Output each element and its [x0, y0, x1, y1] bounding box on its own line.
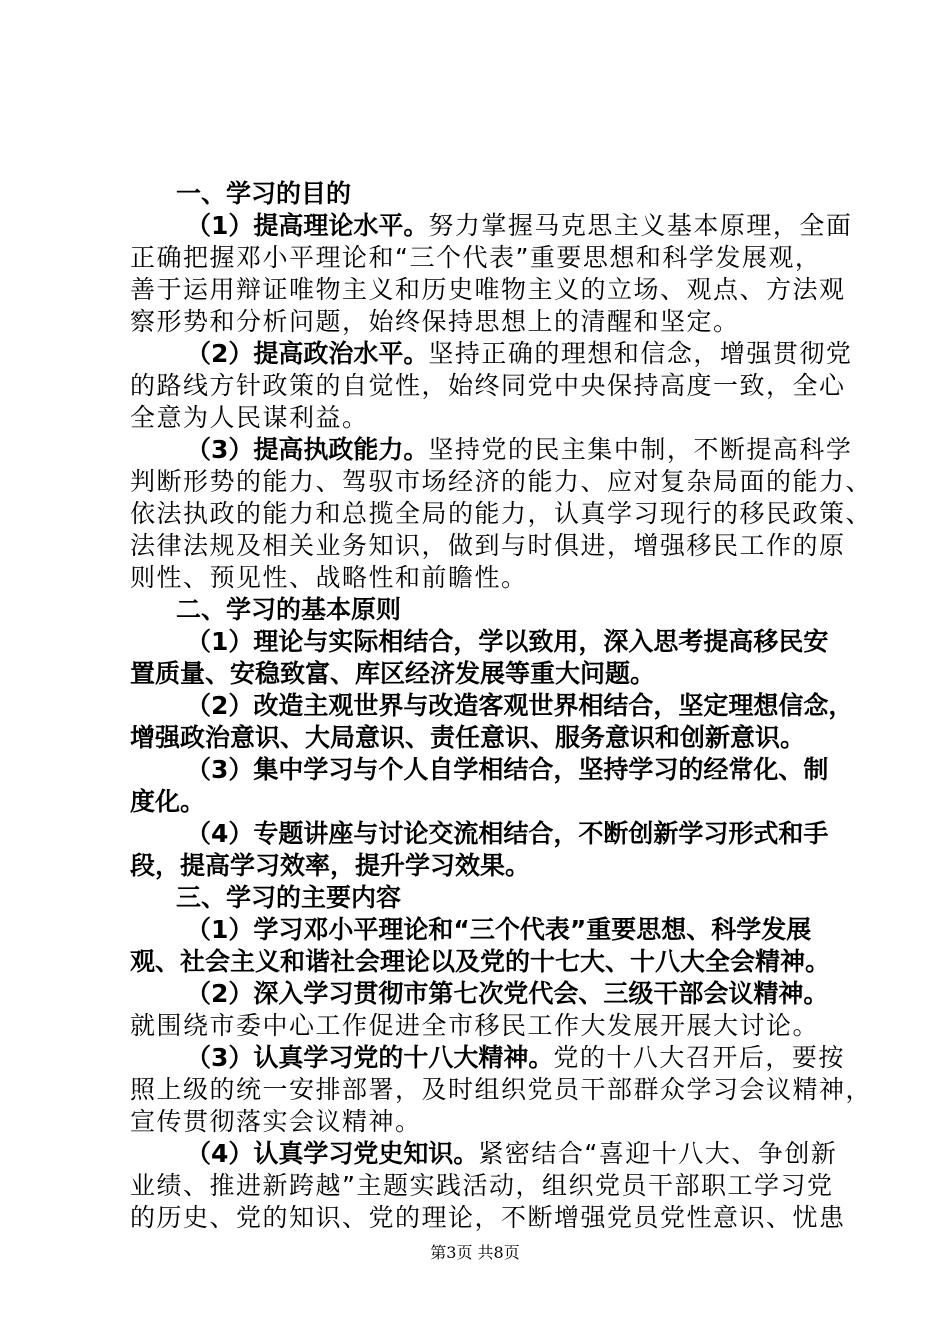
bold-text: 二、学习的基本原则 — [176, 595, 402, 624]
regular-text: 业绩、推进新跨越”主题实践活动，组织党员干部职工学习党 — [130, 1171, 834, 1200]
regular-text: 察形势和分析问题，始终保持思想上的清醒和坚定。 — [130, 307, 740, 336]
text-line — [186, 690, 853, 722]
regular-text: 坚持党的民主集中制，不断提高科学 — [428, 435, 853, 464]
regular-text: 的路线方针政策的自觉性，始终同党中央保持高度一致，全心 — [130, 371, 846, 400]
text-line — [130, 370, 846, 402]
text-line — [130, 1074, 872, 1106]
regular-text: 宣传贯彻落实会议精神。 — [130, 1107, 422, 1136]
bold-text: （1）学习邓小平理论和“三个代表”重要思想、科学发展 — [186, 915, 812, 944]
text-line — [186, 914, 811, 946]
page-footer: 第3页 共8页 — [430, 1243, 520, 1262]
text-line — [130, 722, 805, 754]
text-line — [176, 882, 401, 914]
text-line — [186, 626, 828, 658]
text-line — [130, 1170, 833, 1202]
text-line — [176, 594, 401, 626]
text-line — [130, 498, 872, 530]
bold-text: （2）深入学习贯彻市第七次党代会、三级干部会议精神。 — [186, 979, 829, 1008]
regular-text: 善于运用辩证唯物主义和历史唯物主义的立场、观点、方法观 — [130, 275, 846, 304]
text-line — [186, 1138, 837, 1170]
regular-text: 就围绕市委中心工作促进全市移民工作大发展开展大讨论。 — [130, 1011, 820, 1040]
bold-text: 度化。 — [130, 787, 206, 816]
text-line — [176, 178, 351, 210]
text-line — [130, 274, 846, 306]
text-line — [130, 306, 740, 338]
text-line — [186, 210, 852, 242]
bold-text: （1）理论与实际相结合，学以致用，深入思考提高移民安 — [186, 627, 829, 656]
bold-text: 观、社会主义和谐社会理论以及党的十七大、十八大全会精神。 — [130, 947, 831, 976]
text-line — [130, 242, 821, 274]
bold-text: （4）专题讲座与讨论交流相结合，不断创新学习形式和手 — [186, 819, 829, 848]
regular-text: 则性、预见性、战略性和前瞻性。 — [130, 563, 528, 592]
text-line — [130, 530, 846, 562]
text-line — [186, 338, 852, 370]
bold-text: （1）提高理论水平。 — [186, 211, 429, 240]
regular-text: 照上级的统一安排部署，及时组织党员干部群众学习会议精神， — [130, 1075, 873, 1104]
bold-text: （3）提高执政能力。 — [186, 435, 429, 464]
bold-text: （3）认真学习党的十八大精神。 — [186, 1043, 554, 1072]
text-line — [186, 818, 828, 850]
regular-text: 判断形势的能力、驾驭市场经济的能力、应对复杂局面的能力、 — [130, 467, 873, 496]
text-line — [130, 1202, 846, 1234]
text-line — [130, 786, 205, 818]
bold-text: （2）提高政治水平。 — [186, 339, 429, 368]
regular-text: 依法执政的能力和总揽全局的能力，认真学习现行的移民政策、 — [130, 499, 873, 528]
bold-text: 三、学习的主要内容 — [176, 883, 402, 912]
text-line — [130, 1010, 819, 1042]
text-line — [130, 946, 830, 978]
text-line — [186, 978, 828, 1010]
regular-text: 正确把握邓小平理论和“三个代表”重要思想和科学发展观， — [130, 243, 822, 272]
text-line — [186, 754, 828, 786]
bold-text: 增强政治意识、大局意识、责任意识、服务意识和创新意识。 — [130, 723, 806, 752]
regular-text: 党的十八大召开后，要按 — [553, 1043, 845, 1072]
regular-text: 紧密结合“喜迎十八大、争创新 — [478, 1139, 838, 1168]
regular-text: 坚持正确的理想和信念，增强贯彻党 — [428, 339, 853, 368]
text-line — [130, 658, 655, 690]
bold-text: （4）认真学习党史知识。 — [186, 1139, 479, 1168]
text-line — [130, 466, 872, 498]
bold-text: 置质量、安稳致富、库区经济发展等重大问题。 — [130, 659, 656, 688]
bold-text: 段，提高学习效率，提升学习效果。 — [130, 851, 531, 880]
regular-text: 法律法规及相关业务知识，做到与时俱进，增强移民工作的原 — [130, 531, 846, 560]
text-line — [130, 850, 530, 882]
regular-text: 努力掌握马克思主义基本原理，全面 — [428, 211, 853, 240]
bold-text: （3）集中学习与个人自学相结合，坚持学习的经常化、制 — [186, 755, 829, 784]
text-line — [186, 1042, 845, 1074]
text-line — [130, 562, 528, 594]
text-line — [130, 402, 369, 434]
bold-text: （2）改造主观世界与改造客观世界相结合，坚定理想信念， — [186, 691, 854, 720]
regular-text: 全意为人民谋利益。 — [130, 403, 369, 432]
text-line — [186, 434, 852, 466]
text-line — [130, 1106, 422, 1138]
regular-text: 的历史、党的知识、党的理论，不断增强党员党性意识、忧患 — [130, 1203, 846, 1232]
bold-text: 一、学习的目的 — [176, 179, 352, 208]
